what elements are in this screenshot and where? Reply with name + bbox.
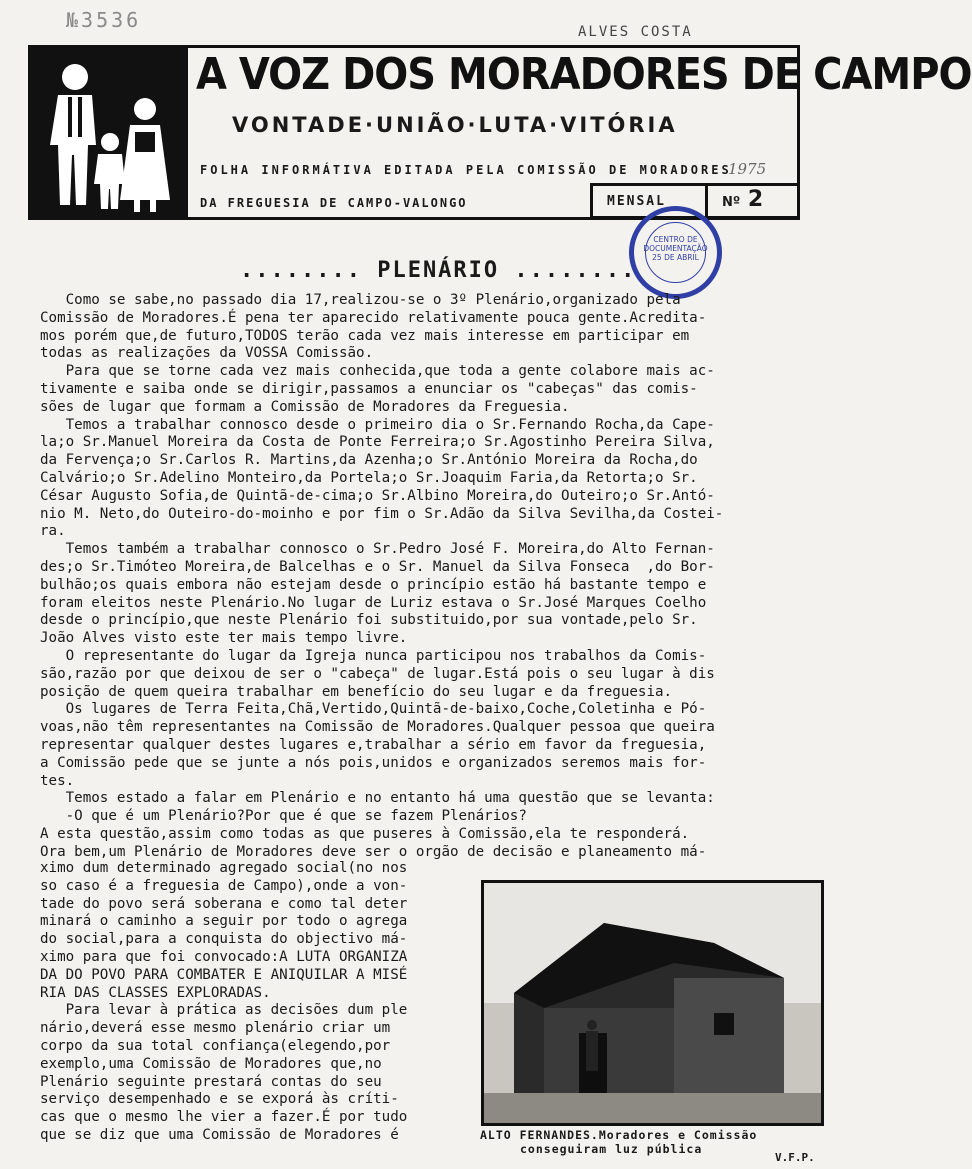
text-line: mos porém que,de futuro,TODOS terão cada vez mais interesse em participar em [40,327,690,344]
issue-number-value: 2 [747,187,764,212]
text-line: tes. [40,772,75,789]
text-line: que se diz que uma Comissão de Moradores é [40,1126,399,1143]
handwritten-year: 1975 [728,160,767,178]
text-line: tade do povo será soberana e como tal deter [40,895,408,912]
text-line: sões de lugar que formam a Comissão de Moradores da Freguesia. [40,398,570,415]
text-line: Plenário seguinte prestará contas do seu [40,1073,382,1090]
family-logo [30,47,188,219]
text-line: cas que o mesmo lhe vier a fazer.É por tudo [40,1109,408,1126]
text-line: foram eleitos neste Plenário.No lugar de Luriz estava o Sr.José Marques Coelho [40,594,707,611]
text-line: A esta questão,assim como todas as que puseres à Comissão,ela te responderá. [40,825,690,842]
text-line: Ora bem,um Plenário de Moradores deve ser o orgão de decisão e planeamento má- [40,843,707,860]
text-line: a Comissão pede que se junte a nós pois,unidos e organizados seremos mais for- [40,754,707,771]
seal-line2: DOCUMENTAÇÃO [643,244,708,253]
photo-caption-line1: ALTO FERNANDES.Moradores e Comissão [480,1128,758,1142]
text-line: nio M. Neto,do Outeiro-do-moinho e por fim o Sr.Adão da Silva Sevilha,da Costei- [40,505,724,522]
seal-line1: CENTRO DE [653,235,698,244]
periodicity-label: MENSAL [607,194,666,209]
text-line: representar qualquer destes lugares e,trabalhar a sério em favor da freguesia, [40,736,707,753]
text-line: des;o Sr.Timóteo Moreira,de Balcelhas e o Sr. Manuel da Silva Fonseca ,do Bor- [40,558,715,575]
masthead-info-line2: DA FREGUESIA DE CAMPO-VALONGO [200,196,468,210]
text-line: Para que se torne cada vez mais conhecida,que toda a gente colabore mais ac- [40,363,715,380]
text-line: Temos a trabalhar connosco desde o primeiro dia o Sr.Fernando Rocha,da Cape- [40,416,715,433]
seal-text [628,205,723,300]
text-line: nário,deverá esse mesmo plenário criar um [40,1020,391,1037]
text-line: Temos estado a falar em Plenário e no entanto há uma questão que se levanta: [40,790,715,807]
article-body-narrow [40,860,478,1145]
text-line: Os lugares de Terra Feita,Chã,Vertido,Quintã-de-baixo,Coche,Coletinha e Pó- [40,701,707,718]
text-line: Como se sabe,no passado dia 17,realizou-se o 3º Plenário,organizado pela [40,292,681,308]
house-photo-illustration [484,883,821,1123]
text-line: desde o princípio,que neste Plenário foi substituido,por sua vontade,pelo Sr. [40,612,698,629]
text-line: DA DO POVO PARA COMBATER E ANIQUILAR A MISÉ [40,966,408,983]
text-line: bulhão;os quais embora não estejam desde o princípio estão há bastante tempo e [40,576,707,593]
text-line: la;o Sr.Manuel Moreira da Costa de Ponte Ferreira;o Sr.Agostinho Pereira Silva, [40,434,715,451]
article-headline: ........ PLENÁRIO ........ [240,258,637,283]
text-line: Temos também a trabalhar connosco o Sr.Pedro José F. Moreira,do Alto Fernan- [40,541,715,558]
author-stamp: ALVES COSTA [578,24,693,40]
masthead-motto: VONTADE·UNIÃO·LUTA·VITÓRIA [232,113,678,137]
photo-credit: V.F.P. [775,1151,815,1164]
archive-seal [628,205,723,300]
text-line: Comissão de Moradores.É pena ter aparecido relativamente pouca gente.Acredita- [40,309,707,326]
issue-number [722,187,763,212]
text-line: so caso é a freguesia de Campo),onde a von- [40,877,408,894]
text-line: são,razão por que deixou de ser o "cabeça" de lugar.Está pois o seu lugar à dis [40,665,715,682]
text-line: posição de quem queira trabalhar em benefício do seu lugar e da freguesia. [40,683,673,700]
article-body [40,292,800,862]
text-line: serviço desempenhado e se exporá às críti- [40,1091,399,1108]
text-line: ximo dum determinado agregado social(no nos [40,860,408,876]
issue-label: Nº [722,195,741,210]
text-line: minará o caminho a seguir por todo o agrega [40,913,408,930]
masthead-title: A VOZ DOS MORADORES DE CAMPO [196,49,972,100]
text-line: Para levar à prática as decisões dum ple [40,1002,408,1019]
text-line: Calvário;o Sr.Adelino Monteiro,da Portela;o Sr.Joaquim Faria,da Retorta;o Sr. [40,469,698,486]
text-line: -O que é um Plenário?Por que é que se fazem Plenários? [40,808,527,825]
text-line: ra. [40,523,66,540]
text-line: do social,para a conquista do objectivo má- [40,931,408,948]
text-line: RIA DAS CLASSES EXPLORADAS. [40,984,271,1001]
text-line: corpo da sua total confiança(elegendo,por [40,1037,391,1054]
photo-caption [480,1128,825,1156]
village-photo [481,880,824,1126]
text-line: todas as realizações da VOSSA Comissão. [40,345,374,362]
seal-line3: 25 DE ABRIL [652,253,699,262]
text-line: ximo para que foi convocado:A LUTA ORGANIZA [40,948,408,965]
text-line: tivamente e saiba onde se dirigir,passamos a enunciar os "cabeças" das comis- [40,380,698,397]
text-line: da Fervença;o Sr.Carlos R. Martins,da Azenha;o Sr.António Moreira da Rocha,do [40,452,698,469]
text-line: O representante do lugar da Igreja nunca participou nos trabalhos da Comis- [40,647,707,664]
family-silhouette-icon [30,47,188,219]
archive-stamp: №3536 [66,8,142,32]
text-line: João Alves visto este ter mais tempo livre. [40,630,408,647]
text-line: César Augusto Sofia,de Quintã-de-cima;o Sr.Albino Moreira,do Outeiro;o Sr.Antó- [40,487,715,504]
text-line: exemplo,uma Comissão de Moradores que,no [40,1055,382,1072]
text-line: voas,não têm representantes na Comissão de Moradores.Qualquer pessoa que queira [40,719,715,736]
masthead-info-line1: FOLHA INFORMÁTIVA EDITADA PELA COMISSÃO DE MORADORES [200,163,732,177]
photo-caption-line2: conseguiram luz pública [520,1142,703,1156]
